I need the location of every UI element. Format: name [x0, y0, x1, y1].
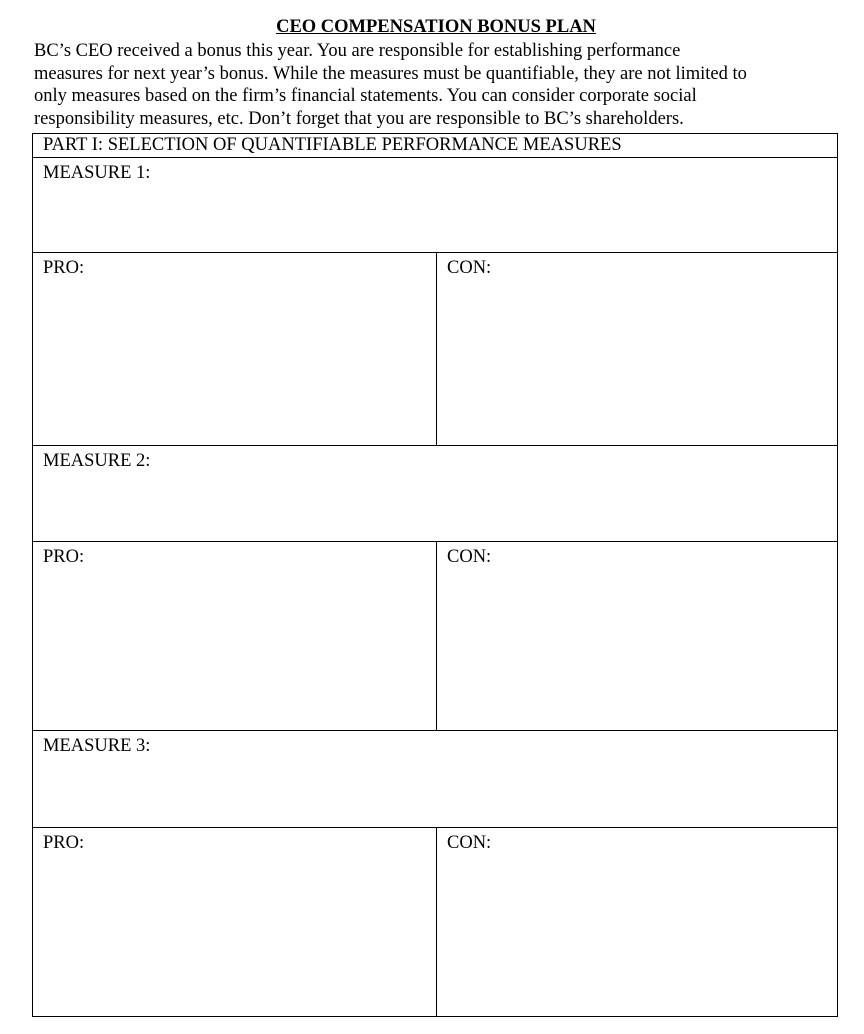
measure-2-label: MEASURE 2:: [43, 451, 151, 471]
intro-paragraph: BC’s CEO received a bonus this year. You are responsible for establishing performance measures for next year’s bonus. While the measures must be quantifiable, they are not limited to only measures based on the firm’s financial statements. You can consider corporate social responsibility measures, etc. Don’t forget that you are responsible to BC’s shareholders.: [34, 41, 747, 129]
measure-3-label: MEASURE 3:: [43, 736, 151, 756]
divider: [436, 542, 437, 730]
measure-3-con-field[interactable]: [437, 828, 838, 1016]
part-label: PART I: SELECTION OF QUANTIFIABLE PERFORMANCE MEASURES: [43, 135, 622, 155]
measure-1-field[interactable]: [33, 158, 837, 253]
measure-2-con-label: CON:: [447, 547, 492, 567]
measure-1-con-field[interactable]: [437, 253, 838, 445]
measure-2-pro-label: PRO:: [43, 547, 85, 567]
measure-3-pro-field[interactable]: [33, 828, 437, 1016]
measure-2-pro-field[interactable]: [33, 542, 437, 730]
measure-1-pro-label: PRO:: [43, 258, 85, 278]
measure-3-field[interactable]: [33, 731, 837, 827]
measure-1-pro-field[interactable]: [33, 253, 437, 445]
divider: [436, 828, 437, 1016]
measure-1-con-label: CON:: [447, 258, 492, 278]
divider: [436, 253, 437, 445]
document-title: CEO COMPENSATION BONUS PLAN: [276, 17, 596, 37]
measure-2-con-field[interactable]: [437, 542, 838, 730]
performance-measures-form: [32, 133, 838, 1017]
measure-3-con-label: CON:: [447, 833, 492, 853]
measure-2-field[interactable]: [33, 446, 837, 541]
measure-1-label: MEASURE 1:: [43, 163, 151, 183]
part-header: [33, 134, 837, 158]
measure-3-pro-label: PRO:: [43, 833, 85, 853]
